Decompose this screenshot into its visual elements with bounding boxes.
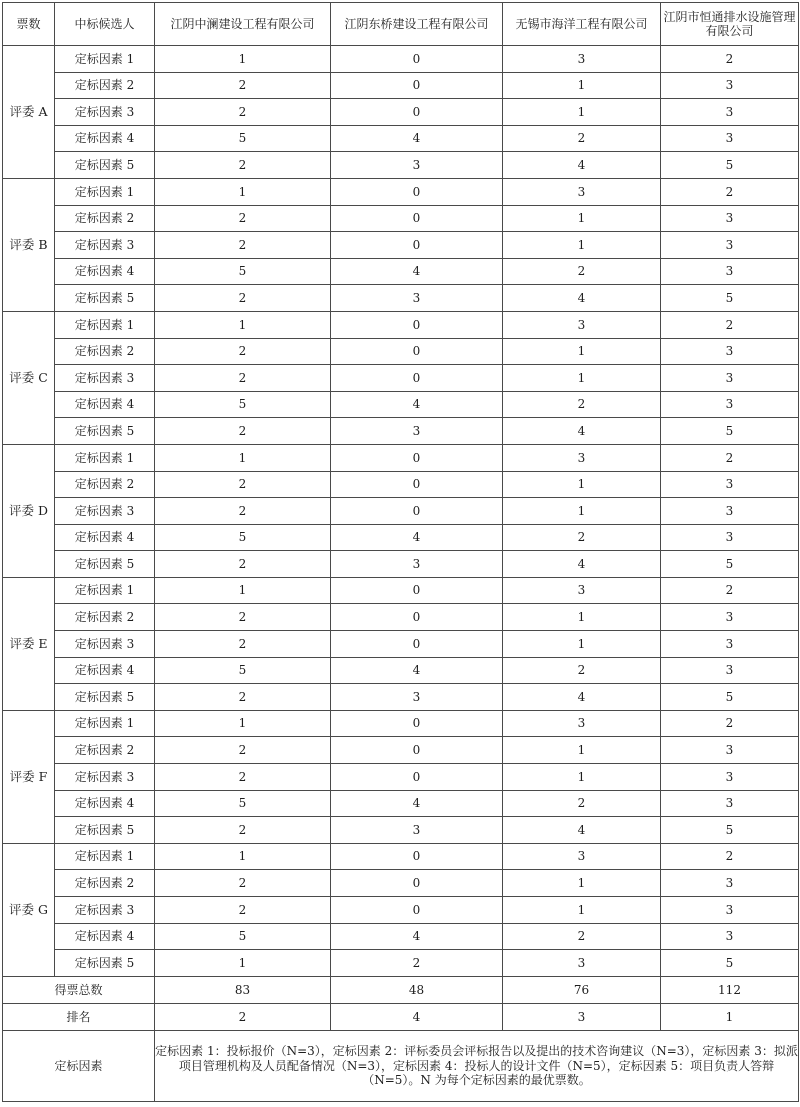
vote-cell: 5 [155, 657, 331, 684]
factor-label: 定标因素 4 [55, 391, 155, 418]
vote-cell: 0 [331, 444, 503, 471]
factor-label: 定标因素 5 [55, 418, 155, 445]
factor-label: 定标因素 3 [55, 365, 155, 392]
vote-cell: 2 [155, 205, 331, 232]
juror-label: 评委 E [3, 577, 55, 710]
vote-cell: 2 [661, 710, 799, 737]
header-company-2-label: 江阴东桥建设工程有限公司 [344, 16, 489, 31]
vote-cell: 3 [661, 631, 799, 658]
table-row [3, 46, 799, 73]
vote-cell: 3 [661, 897, 799, 924]
vote-cell: 2 [155, 551, 331, 578]
vote-cell: 3 [661, 498, 799, 525]
header-candidate: 中标候选人 [55, 3, 155, 46]
vote-cell: 2 [661, 577, 799, 604]
total-value: 112 [661, 976, 799, 1003]
vote-cell: 2 [155, 764, 331, 791]
vote-cell: 3 [331, 152, 503, 179]
table-row [3, 72, 799, 99]
factor-label: 定标因素 1 [55, 843, 155, 870]
vote-cell: 0 [331, 897, 503, 924]
vote-cell: 3 [661, 72, 799, 99]
vote-cell: 5 [661, 551, 799, 578]
factor-label: 定标因素 2 [55, 338, 155, 365]
table-row [3, 152, 799, 179]
vote-cell: 2 [155, 152, 331, 179]
table-row [3, 764, 799, 791]
table-row [3, 471, 799, 498]
juror-label: 评委 C [3, 311, 55, 444]
table-row [3, 710, 799, 737]
vote-cell: 1 [503, 205, 661, 232]
header-row [3, 3, 799, 46]
vote-cell: 4 [503, 684, 661, 711]
notes-row [3, 1030, 799, 1101]
table-row [3, 338, 799, 365]
vote-cell: 3 [661, 99, 799, 126]
vote-cell: 2 [503, 125, 661, 152]
header-company-1 [155, 3, 331, 46]
vote-cell: 2 [155, 72, 331, 99]
vote-cell: 0 [331, 631, 503, 658]
vote-cell: 2 [155, 737, 331, 764]
table-row [3, 923, 799, 950]
table-row [3, 524, 799, 551]
table-row [3, 418, 799, 445]
vote-cell: 4 [331, 125, 503, 152]
factor-label: 定标因素 2 [55, 72, 155, 99]
vote-cell: 2 [661, 843, 799, 870]
factor-label: 定标因素 1 [55, 311, 155, 338]
header-company-1-label: 江阴中澜建设工程有限公司 [170, 16, 315, 31]
vote-cell: 5 [155, 790, 331, 817]
table-row [3, 178, 799, 205]
vote-cell: 5 [661, 817, 799, 844]
vote-cell: 1 [503, 99, 661, 126]
vote-cell: 5 [661, 684, 799, 711]
vote-cell: 2 [155, 232, 331, 259]
juror-label: 评委 A [3, 46, 55, 179]
vote-cell: 2 [661, 311, 799, 338]
vote-cell: 3 [661, 764, 799, 791]
vote-cell: 0 [331, 498, 503, 525]
vote-cell: 0 [331, 338, 503, 365]
vote-cell: 0 [331, 46, 503, 73]
voting-table [2, 2, 799, 1102]
table-row [3, 604, 799, 631]
vote-cell: 1 [155, 950, 331, 977]
vote-cell: 0 [331, 178, 503, 205]
factor-label: 定标因素 1 [55, 46, 155, 73]
vote-cell: 3 [661, 365, 799, 392]
vote-cell: 2 [155, 498, 331, 525]
vote-cell: 2 [503, 524, 661, 551]
vote-cell: 1 [155, 46, 331, 73]
vote-cell: 5 [155, 923, 331, 950]
vote-cell: 2 [155, 365, 331, 392]
table-row [3, 577, 799, 604]
rank-value: 1 [661, 1003, 799, 1030]
factor-label: 定标因素 4 [55, 923, 155, 950]
vote-cell: 0 [331, 577, 503, 604]
vote-cell: 0 [331, 205, 503, 232]
rank-value: 2 [155, 1003, 331, 1030]
vote-cell: 1 [503, 737, 661, 764]
notes-label: 定标因素 [3, 1030, 155, 1101]
vote-cell: 5 [155, 258, 331, 285]
table-row [3, 444, 799, 471]
ranking-label: 排名 [3, 1003, 155, 1030]
factor-label: 定标因素 1 [55, 178, 155, 205]
factor-label: 定标因素 2 [55, 205, 155, 232]
factor-label: 定标因素 5 [55, 152, 155, 179]
vote-cell: 4 [331, 391, 503, 418]
vote-cell: 0 [331, 365, 503, 392]
table-row [3, 790, 799, 817]
vote-cell: 5 [661, 285, 799, 312]
rank-value: 3 [503, 1003, 661, 1030]
vote-cell: 5 [155, 391, 331, 418]
vote-cell: 2 [155, 418, 331, 445]
factor-label: 定标因素 2 [55, 870, 155, 897]
factor-label: 定标因素 4 [55, 657, 155, 684]
vote-cell: 3 [331, 817, 503, 844]
vote-cell: 2 [155, 285, 331, 312]
juror-label: 评委 F [3, 710, 55, 843]
vote-cell: 2 [155, 338, 331, 365]
table-row [3, 870, 799, 897]
vote-cell: 0 [331, 764, 503, 791]
vote-cell: 4 [331, 524, 503, 551]
vote-cell: 4 [331, 923, 503, 950]
totals-label: 得票总数 [3, 976, 155, 1003]
vote-cell: 3 [331, 285, 503, 312]
vote-cell: 2 [155, 99, 331, 126]
vote-cell: 3 [331, 684, 503, 711]
vote-cell: 2 [661, 178, 799, 205]
vote-cell: 2 [155, 684, 331, 711]
table-row [3, 817, 799, 844]
total-value: 76 [503, 976, 661, 1003]
vote-cell: 0 [331, 471, 503, 498]
header-company-2 [331, 3, 503, 46]
factor-label: 定标因素 4 [55, 790, 155, 817]
vote-cell: 3 [503, 843, 661, 870]
notes-text: 定标因素 1：投标报价（N=3），定标因素 2：评标委员会评标报告以及提出的技术咨询建议（N=3），定标因素 3：拟派项目管理机构及人员配备情况（N=3），定标因素 4：投标人的设计文件（N=5），定标因素 5：项目负责人答辩（N=5）。N 为每个定标因素的最优票数。 [155, 1030, 799, 1101]
vote-cell: 4 [503, 551, 661, 578]
factor-label: 定标因素 1 [55, 710, 155, 737]
vote-cell: 1 [503, 631, 661, 658]
vote-cell: 3 [661, 391, 799, 418]
vote-cell: 1 [503, 471, 661, 498]
table-row [3, 631, 799, 658]
vote-cell: 3 [661, 205, 799, 232]
header-votes: 票数 [3, 3, 55, 46]
total-value: 83 [155, 976, 331, 1003]
vote-cell: 3 [661, 258, 799, 285]
vote-cell: 2 [503, 258, 661, 285]
vote-cell: 3 [661, 524, 799, 551]
table-row [3, 205, 799, 232]
vote-cell: 5 [661, 418, 799, 445]
header-company-4-label: 江阴市恒通排水设施管理有限公司 [663, 9, 796, 38]
vote-cell: 5 [155, 125, 331, 152]
vote-cell: 3 [661, 338, 799, 365]
total-value: 48 [331, 976, 503, 1003]
header-company-4 [661, 3, 799, 46]
totals-row [3, 976, 799, 1003]
factor-label: 定标因素 2 [55, 471, 155, 498]
table-row [3, 684, 799, 711]
juror-label: 评委 G [3, 843, 55, 976]
factor-label: 定标因素 4 [55, 524, 155, 551]
rank-value: 4 [331, 1003, 503, 1030]
vote-cell: 1 [503, 604, 661, 631]
factor-label: 定标因素 5 [55, 285, 155, 312]
vote-cell: 2 [155, 471, 331, 498]
vote-cell: 3 [661, 232, 799, 259]
factor-label: 定标因素 5 [55, 684, 155, 711]
factor-label: 定标因素 3 [55, 897, 155, 924]
vote-cell: 2 [661, 444, 799, 471]
factor-label: 定标因素 3 [55, 764, 155, 791]
vote-cell: 0 [331, 737, 503, 764]
vote-cell: 1 [155, 444, 331, 471]
vote-cell: 4 [503, 152, 661, 179]
vote-cell: 2 [661, 46, 799, 73]
vote-cell: 1 [503, 764, 661, 791]
table-row [3, 551, 799, 578]
vote-cell: 0 [331, 604, 503, 631]
table-row [3, 99, 799, 126]
header-company-3-label: 无锡市海洋工程有限公司 [515, 16, 648, 31]
vote-cell: 2 [331, 950, 503, 977]
vote-cell: 2 [503, 657, 661, 684]
table-row [3, 285, 799, 312]
juror-label: 评委 D [3, 444, 55, 577]
vote-cell: 3 [661, 923, 799, 950]
vote-cell: 2 [155, 604, 331, 631]
vote-cell: 4 [503, 418, 661, 445]
factor-label: 定标因素 1 [55, 444, 155, 471]
factor-label: 定标因素 3 [55, 232, 155, 259]
factor-label: 定标因素 2 [55, 604, 155, 631]
vote-cell: 3 [503, 710, 661, 737]
vote-cell: 4 [503, 285, 661, 312]
vote-cell: 2 [503, 923, 661, 950]
factor-label: 定标因素 5 [55, 817, 155, 844]
factor-label: 定标因素 3 [55, 99, 155, 126]
vote-cell: 2 [503, 391, 661, 418]
table-row [3, 311, 799, 338]
factor-label: 定标因素 4 [55, 258, 155, 285]
table-row [3, 737, 799, 764]
vote-cell: 1 [503, 870, 661, 897]
vote-cell: 1 [155, 577, 331, 604]
vote-cell: 1 [503, 72, 661, 99]
table-row [3, 258, 799, 285]
vote-cell: 0 [331, 232, 503, 259]
table-row [3, 843, 799, 870]
vote-cell: 3 [661, 657, 799, 684]
vote-cell: 3 [331, 551, 503, 578]
juror-label: 评委 B [3, 178, 55, 311]
vote-cell: 3 [661, 790, 799, 817]
vote-cell: 1 [503, 232, 661, 259]
table-row [3, 365, 799, 392]
factor-label: 定标因素 3 [55, 498, 155, 525]
vote-cell: 3 [503, 577, 661, 604]
factor-label: 定标因素 2 [55, 737, 155, 764]
vote-cell: 2 [503, 790, 661, 817]
factor-label: 定标因素 5 [55, 950, 155, 977]
vote-cell: 3 [503, 311, 661, 338]
table-row [3, 125, 799, 152]
vote-cell: 1 [503, 498, 661, 525]
vote-cell: 1 [503, 897, 661, 924]
vote-cell: 3 [503, 444, 661, 471]
vote-cell: 3 [661, 737, 799, 764]
vote-cell: 5 [661, 950, 799, 977]
vote-cell: 4 [331, 657, 503, 684]
vote-cell: 5 [155, 524, 331, 551]
vote-cell: 4 [331, 258, 503, 285]
table-row [3, 897, 799, 924]
vote-cell: 2 [155, 897, 331, 924]
table-row [3, 498, 799, 525]
ranking-row [3, 1003, 799, 1030]
vote-cell: 1 [155, 710, 331, 737]
vote-cell: 1 [155, 178, 331, 205]
vote-cell: 4 [331, 790, 503, 817]
vote-cell: 1 [155, 843, 331, 870]
vote-cell: 2 [155, 817, 331, 844]
table-row [3, 950, 799, 977]
vote-cell: 0 [331, 99, 503, 126]
factor-label: 定标因素 3 [55, 631, 155, 658]
vote-cell: 5 [661, 152, 799, 179]
vote-cell: 4 [503, 817, 661, 844]
vote-cell: 3 [661, 604, 799, 631]
vote-cell: 1 [503, 338, 661, 365]
vote-cell: 0 [331, 843, 503, 870]
vote-cell: 1 [503, 365, 661, 392]
factor-label: 定标因素 1 [55, 577, 155, 604]
vote-cell: 0 [331, 72, 503, 99]
factor-label: 定标因素 4 [55, 125, 155, 152]
table-row [3, 657, 799, 684]
table-row [3, 232, 799, 259]
vote-cell: 1 [155, 311, 331, 338]
vote-cell: 3 [661, 870, 799, 897]
vote-cell: 3 [661, 471, 799, 498]
factor-label: 定标因素 5 [55, 551, 155, 578]
table-row [3, 391, 799, 418]
vote-cell: 3 [503, 46, 661, 73]
vote-cell: 2 [155, 631, 331, 658]
vote-cell: 0 [331, 311, 503, 338]
vote-cell: 3 [503, 178, 661, 205]
vote-cell: 3 [503, 950, 661, 977]
header-company-3 [503, 3, 661, 46]
vote-cell: 3 [331, 418, 503, 445]
vote-cell: 0 [331, 870, 503, 897]
vote-cell: 3 [661, 125, 799, 152]
vote-cell: 0 [331, 710, 503, 737]
vote-cell: 2 [155, 870, 331, 897]
